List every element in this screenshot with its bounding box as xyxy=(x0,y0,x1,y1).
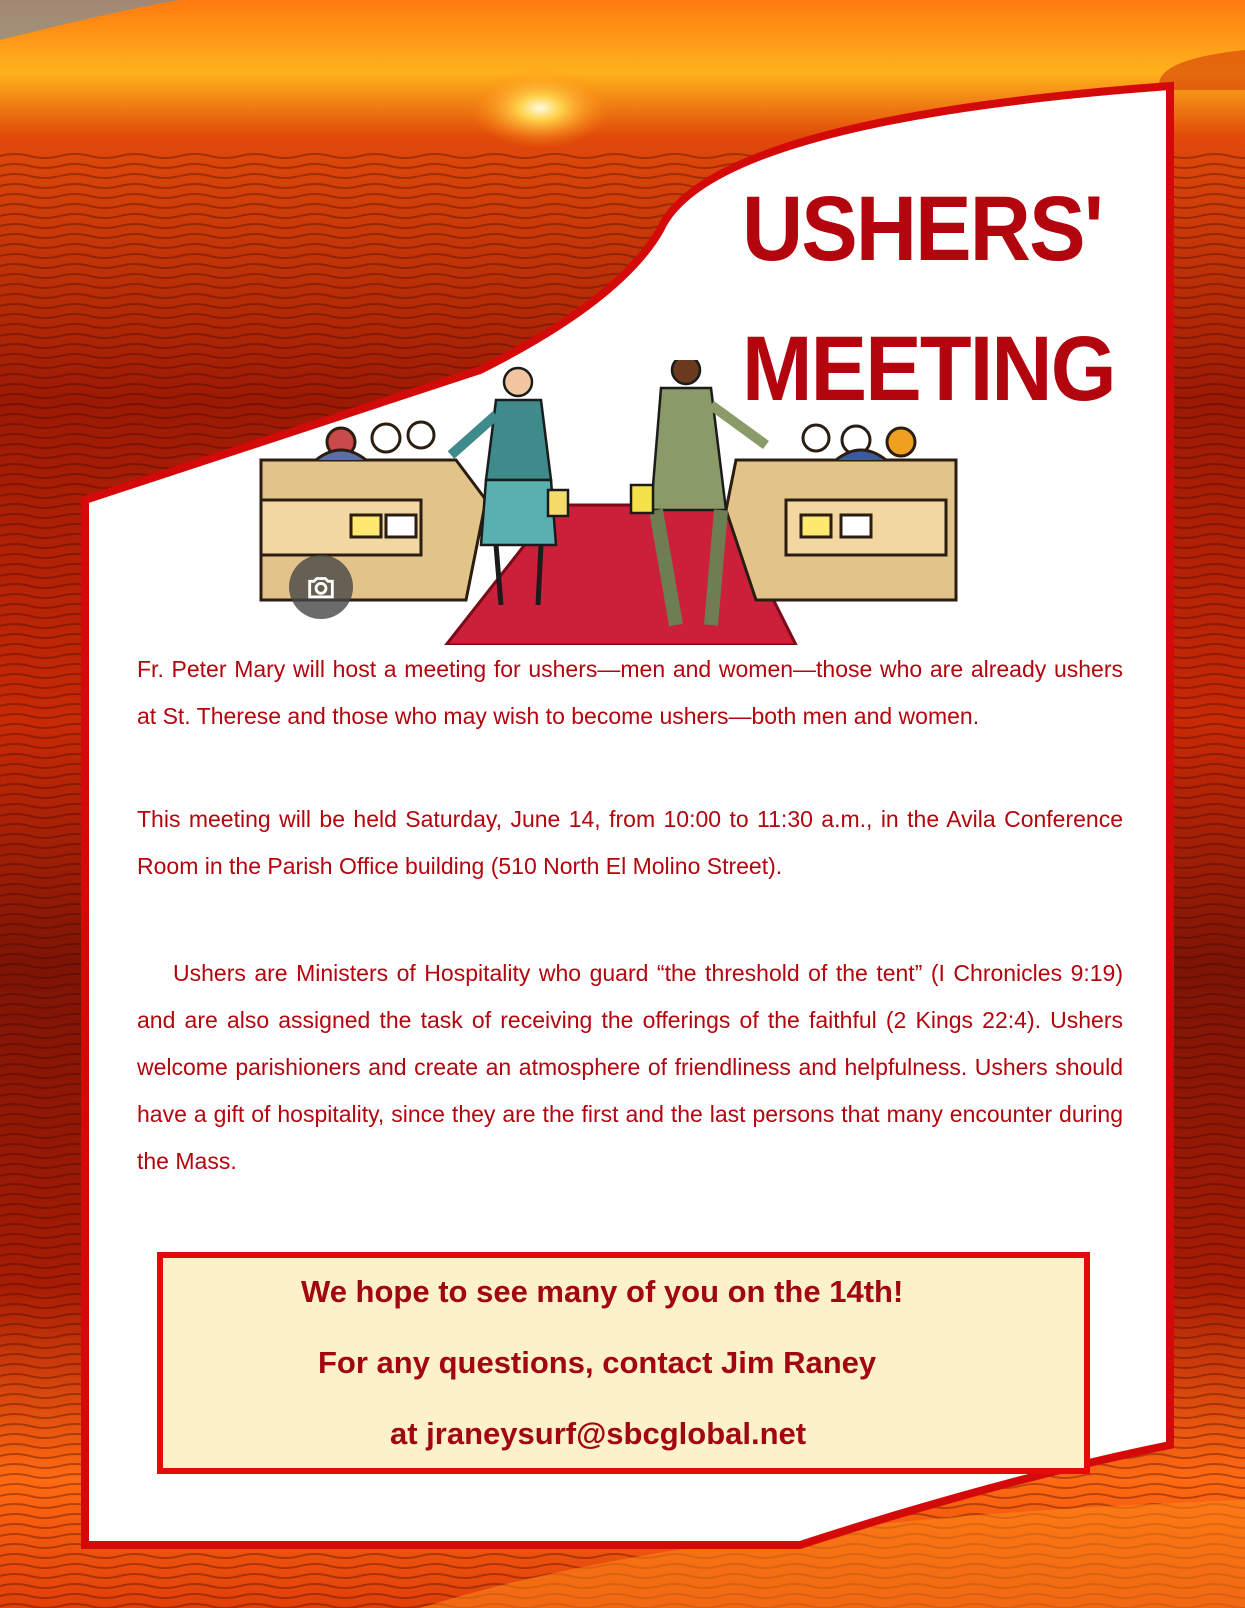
camera-search-icon[interactable] xyxy=(289,555,353,619)
right-pews xyxy=(726,425,956,600)
contact-callout-box xyxy=(157,1252,1090,1474)
paragraph-ministry: Ushers are Ministers of Hospitality who guard “the threshold of the tent” (I Chronicles 9:19) and are also assigned the task of receiving the offerings of the faithful (2 Kings 22:4). Ushers welcome parishioners and create an atmosphere of friendliness and helpfulness. Ushers should have a gift of hospitality, since they are the first and the last persons that many encounter during the Mass. xyxy=(137,960,1123,1174)
title-line-ushers: USHERS' xyxy=(742,178,1102,280)
ushers-illustration xyxy=(256,360,988,645)
callout-hope-line: We hope to see many of you on the 14th! xyxy=(301,1274,904,1309)
paragraph-intro: Fr. Peter Mary will host a meeting for ushers—men and women—those who are already ushers at St. Therese and those who may wish to become ushers—both men and women. xyxy=(137,656,1123,729)
callout-contact-line: For any questions, contact Jim Raney xyxy=(318,1345,877,1380)
camera-icon xyxy=(304,570,338,604)
callout-email-line[interactable]: at jraneysurf@sbcglobal.net xyxy=(390,1416,807,1451)
paragraph-schedule: This meeting will be held Saturday, June 14, from 10:00 to 11:30 a.m., in the Avila Conference Room in the Parish Office building (510 North El Molino Street). xyxy=(137,806,1123,879)
title-line-meeting: MEETING xyxy=(742,318,1115,420)
